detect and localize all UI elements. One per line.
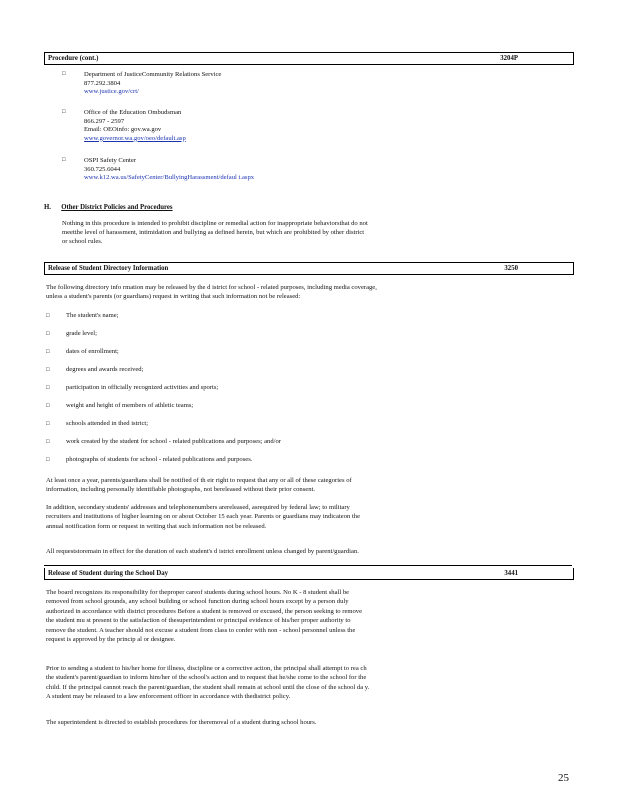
paragraph-line: annual notification form or request in writing that such information not be released. bbox=[46, 522, 267, 530]
section-h-label: H. bbox=[44, 204, 51, 211]
paragraph-line: unless a student's parents (or guardians) request in writing that such information not be released: bbox=[46, 293, 301, 301]
paragraph-line: information, including personally identifiable photographs, not bereleased without their prior consent. bbox=[46, 486, 315, 494]
release-item-text: degrees and awards received; bbox=[66, 366, 144, 373]
release-directory-title: Release of Student Directory Information bbox=[48, 265, 169, 272]
bullet-icon: □ bbox=[46, 403, 50, 409]
release-item bbox=[46, 402, 193, 409]
release-item bbox=[46, 330, 97, 337]
release-item-text: photographs of students for school - related publications and purposes. bbox=[66, 456, 253, 463]
section-divider bbox=[44, 565, 572, 566]
release-item-text: weight and height of members of athletic teams; bbox=[66, 402, 194, 409]
procedure-header-number: 3204P bbox=[500, 55, 518, 62]
release-item-text: work created by the student for school - related publications and purposes; and/or bbox=[66, 438, 281, 445]
paragraph-line: In addition, secondary students' addresses and telephonenumbers arereleased, asrequired by federal law; to military bbox=[46, 504, 350, 511]
bullet-icon: □ bbox=[46, 367, 50, 373]
bullet-icon: □ bbox=[62, 71, 66, 77]
paragraph-line: or school rules. bbox=[62, 238, 103, 245]
release-directory-header bbox=[44, 262, 574, 275]
paragraph-line: the student mu st present to the satisfaction of thesuperintendent or principal evidence of his/her proper authority to bbox=[46, 617, 351, 625]
contact-link[interactable]: www.k12.wa.us/SafetyCenter/BullyingHarassment/defaul t.aspx bbox=[84, 174, 255, 182]
contact-name: Department of JusticeCommunity Relations Service bbox=[84, 71, 222, 78]
paragraph-line: Nothing in this procedure is intended to prohibit discipline or remedial action for inappropriate behaviorsthat do not bbox=[62, 220, 368, 227]
procedure-header-title: Procedure (cont.) bbox=[48, 55, 99, 62]
release-item bbox=[46, 384, 218, 391]
bullet-icon: □ bbox=[46, 349, 50, 355]
release-item-text: The student's name; bbox=[66, 312, 119, 319]
contact-phone: 877.292.3804 bbox=[84, 79, 121, 87]
contact-phone: 866.297 - 2597 bbox=[84, 117, 125, 125]
paragraph-line: the student's parent/guardian to inform him/her of the school's action and to request that he/she come to the school for the bbox=[46, 674, 367, 682]
section-h-title: Other District Policies and Procedures bbox=[61, 204, 173, 211]
section-h-heading bbox=[44, 204, 173, 211]
paragraph-line: removed from school grounds, any school building or school function during school hours except by a person duly bbox=[46, 598, 349, 606]
release-item-text: participation in officially recognized activities and sports; bbox=[66, 384, 219, 391]
contact-name: OSPI Safety Center bbox=[84, 157, 137, 164]
paragraph-line: At least once a year, parents/guardians shall be notified of th eir right to request that any or all of these categories of bbox=[46, 477, 352, 484]
section-h-paragraph bbox=[62, 219, 562, 246]
school-day-paragraph-2 bbox=[46, 664, 566, 702]
release-duration-paragraph bbox=[46, 547, 566, 556]
release-intro bbox=[46, 283, 566, 302]
release-item-text: dates of enrollment; bbox=[66, 348, 119, 355]
bullet-icon: □ bbox=[62, 157, 66, 163]
release-item bbox=[46, 312, 118, 319]
paragraph-line: All requeststoremain in effect for the duration of each student's d istrict enrollment unless changed by parent/guardian. bbox=[46, 548, 359, 555]
release-notification-paragraph bbox=[46, 476, 566, 495]
bullet-icon: □ bbox=[46, 439, 50, 445]
paragraph-line: meetthe level of harassment, intimidation and bullying as defined herein, but which are prohibited by other district bbox=[62, 229, 365, 236]
contact-email: Email: OEOinfo: gov.wa.gov bbox=[84, 126, 162, 134]
release-item-text: schools attended in thed istrict; bbox=[66, 420, 149, 427]
release-military-paragraph bbox=[46, 503, 566, 531]
release-directory-number: 3250 bbox=[504, 265, 518, 272]
bullet-icon: □ bbox=[62, 109, 66, 115]
release-item bbox=[46, 366, 143, 373]
bullet-icon: □ bbox=[46, 313, 50, 319]
paragraph-line: A student may be released to a law enforcement officer in accordance with thedistrict policy. bbox=[46, 693, 291, 701]
paragraph-line: The following directory info rmation may be released by the d istrict for school - related purposes, including media coverage, bbox=[46, 284, 377, 291]
release-school-day-number: 3441 bbox=[504, 570, 518, 577]
release-item-text: grade level; bbox=[66, 330, 97, 337]
bullet-icon: □ bbox=[46, 331, 50, 337]
bullet-icon: □ bbox=[46, 457, 50, 463]
release-item bbox=[46, 456, 252, 463]
school-day-paragraph-1 bbox=[46, 588, 566, 644]
release-school-day-title: Release of Student during the School Day bbox=[48, 570, 169, 577]
paragraph-line: The superintendent is directed to establish procedures for theremoval of a student during school hours. bbox=[46, 719, 317, 726]
procedure-header bbox=[44, 52, 574, 65]
paragraph-line: remove the student. A teacher should not excuse a student from class to confer with non - school personnel unless the bbox=[46, 626, 356, 634]
contact-phone: 360.725.6044 bbox=[84, 165, 121, 173]
school-day-paragraph-3 bbox=[46, 718, 566, 727]
paragraph-line: Prior to sending a student to his/her home for illness, discipline or a corrective action, the principal shall attempt to rea ch bbox=[46, 665, 367, 672]
contact-name: Office of the Education Ombudsman bbox=[84, 109, 182, 116]
paragraph-line: The board recognizes its responsibility for theproper careof students during school hours. No K - 8 student shall be bbox=[46, 589, 350, 596]
release-item bbox=[46, 438, 281, 445]
paragraph-line: child. If the principal cannot reach the parent/guardian, the student shall remain at school until the close of the school da y. bbox=[46, 683, 370, 691]
bullet-icon: □ bbox=[46, 385, 50, 391]
paragraph-line: request is approved by the princip al or designee. bbox=[46, 636, 176, 644]
paragraph-line: recruiters and institutions of higher learning on or about October 15 each year. Parents or guardians may indicateon the bbox=[46, 513, 361, 521]
release-item bbox=[46, 348, 119, 355]
paragraph-line: authorized in accordance with district procedures Before a student is removed or excused, the person seeking to remove bbox=[46, 607, 363, 615]
release-school-day-header bbox=[44, 568, 574, 580]
page-number: 25 bbox=[558, 772, 569, 784]
contact-link[interactable]: www.governor.wa.gov/oeo/default.asp bbox=[84, 134, 186, 142]
bullet-icon: □ bbox=[46, 421, 50, 427]
release-item bbox=[46, 420, 148, 427]
contact-link[interactable]: www.justice.gov/crt/ bbox=[84, 88, 139, 96]
